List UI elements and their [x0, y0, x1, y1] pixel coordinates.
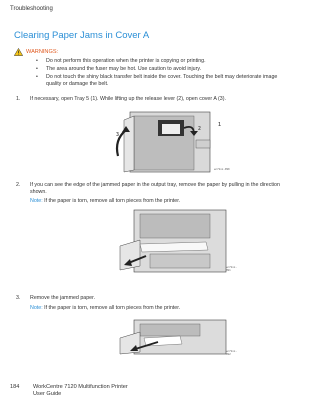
footer-guide: User Guide: [33, 391, 62, 397]
callout-3: 3: [116, 132, 120, 138]
note-label: Note:: [30, 305, 43, 311]
step-text: If necessary, open Tray 5 (1). While lifting up the release lever (2), open cover A (3).: [30, 96, 226, 102]
step-text: If you can see the edge of the jammed paper in the output tray, remove the paper by pulling in the direction shown.: [30, 182, 280, 195]
figure-id: wc71xx-090: [214, 168, 230, 171]
callout-2: 2: [198, 126, 202, 132]
page-title: Clearing Paper Jams in Cover A: [14, 30, 150, 41]
figure-output-tray-pull: [110, 206, 240, 274]
callout-1: 1: [218, 122, 222, 128]
page-header: Troubleshooting: [10, 6, 53, 12]
figure-id: wc71xx-091: [226, 266, 237, 272]
note-text: If the paper is torn, remove all torn pieces from the printer.: [42, 305, 181, 311]
figure-id: wc71xx-092: [226, 350, 237, 356]
step-number: 3.: [16, 295, 21, 301]
warning-heading: [14, 48, 58, 56]
footer-page-number: 184: [10, 384, 20, 390]
warning-triangle-icon: [14, 48, 23, 56]
warning-item: • Do not touch the shiny black transfer belt inside the cover. Touching the belt may deteriorate image quality or damage the belt.: [36, 74, 286, 88]
warning-item: • The area around the fuser may be hot. Use caution to avoid injury.: [36, 66, 286, 73]
step-2: [16, 182, 290, 196]
warning-heading-text: WARNINGS:: [26, 49, 59, 55]
step-number: 1.: [16, 96, 21, 102]
step-1: [16, 96, 290, 103]
note-text: If the paper is torn, remove all torn pieces from the printer.: [42, 198, 181, 204]
figure-open-cover-a: [110, 106, 230, 174]
step-2-note: [30, 198, 180, 204]
warning-list: [36, 58, 286, 89]
note-label: Note:: [30, 198, 43, 204]
step-text: Remove the jammed paper.: [30, 295, 96, 301]
step-3: [16, 295, 290, 302]
step-3-note: [30, 305, 180, 311]
figure-remove-jammed-paper: [110, 318, 240, 356]
step-number: 2.: [16, 182, 21, 188]
warning-item: • Do not perform this operation when the printer is copying or printing.: [36, 58, 286, 65]
footer-product: WorkCentre 7120 Multifunction Printer: [33, 384, 128, 390]
